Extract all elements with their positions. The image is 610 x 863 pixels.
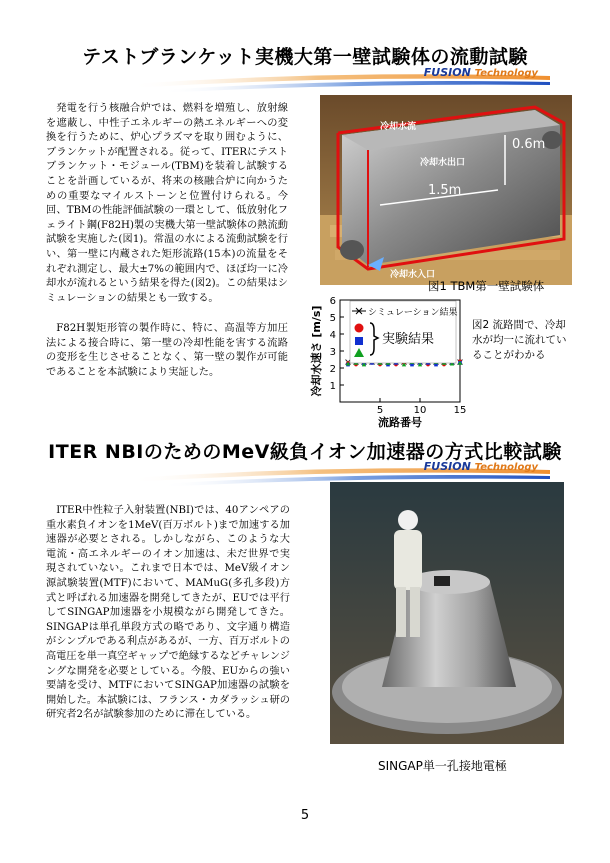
legend-circle-marker	[355, 324, 364, 333]
coolant-outlet-label: 冷却水出口	[420, 158, 466, 168]
flow-velocity-chart	[310, 294, 470, 434]
singap-photo-caption: SINGAP単一孔接地電極	[378, 759, 507, 773]
y-tick-label: 6	[329, 296, 336, 307]
tbm-first-wall-photo	[320, 95, 572, 285]
section1-paragraph-1: 発電を行う核融合炉では、燃料を増殖し、放射線を遮蔽し、中性子エネルギーの熱エネルギーへの変換を行うために、炉心プラズマを取り囲むように、ブランケットが配置される。従って、ITERにテストブランケット・モジュール(TBM)を装着し試験することを計画しているが、将来の核融合炉に向かうための重要なマイルストーンと位置付けられる。今回、TBMの性能評価試験の一環として、低放射化フェライト鋼(F82H)製の実機大第一壁試験体の熱流動試験を実施した(図1)。常温の水による流動試験を行い、第一壁に内蔵された矩形流路(15本)の流量をそれぞれ測定し、最大±7%の範囲内で、ほぼ均一に冷却水が流れるという結果を得た(図2)。この結果はシミュレーションの結果とも一致する。	[46, 103, 288, 304]
legend-simulation-label: シミュレーション結果	[368, 308, 458, 318]
fusion-technology-banner	[130, 66, 550, 96]
coolant-flow-label: 冷却水流	[380, 122, 417, 132]
y-tick-label: 3	[329, 347, 336, 358]
x-tick-label: 15	[453, 405, 467, 416]
singap-photo-illustration	[330, 482, 564, 744]
y-tick-label: 2	[329, 364, 336, 375]
figure1-caption: 図1 TBM第一壁試験体	[428, 279, 545, 293]
y-tick-label: 5	[329, 313, 336, 324]
section1-title: テストブランケット実機大第一壁試験体の流動試験	[82, 46, 528, 68]
dimension-height-label: 0.6m	[512, 137, 546, 152]
page-number: 5	[300, 808, 310, 823]
dimension-width-label: 1.5m	[428, 183, 462, 198]
section2-paragraph-1: ITER中性粒子入射装置(NBI)では、40アンペアの重水素負イオンを1MeV(百万ボルト)まで加速する加速器が必要とされる。しかしながら、このような大電流・高エネルギーのイオン加速は、未だ世界で実現されていない。これまで日本では、MeV級イオン源試験装置(MTF)において、MAMuG(多孔多段)方式と呼ばれる加速器を開発してきたが、EUでは平行してSINGAP加速器を小規模ながら開発してきた。SINGAPは単孔単段方式の略であり、文字通り構造がシンプルである利点があるが、一方、百万ボルトの高電圧を単一真空ギャップで絶縁するなどチャレンジングな開発を必要としている。今般、EUからの強い要請を受け、MTFにおいてSINGAP加速器の試験を開始した。本試験には、フランス・カダラッシュ研の研究者2名が試験参加のために滞在している。	[46, 505, 290, 721]
dimension-arrows	[320, 95, 572, 285]
x-tick-label: 10	[413, 405, 427, 416]
x-axis-label: 流路番号	[378, 416, 422, 429]
section2-title: ITER NBIのためのMeV級負イオン加速器の方式比較試験	[48, 441, 562, 463]
section1-paragraph-2: F82H製矩形管の製作時に、特に、高温等方加圧法による接合時に、第一壁の冷却性能を害する流路の変形を生じさせることなく、第一壁の製作が可能であることを本試験により実証した。	[46, 323, 288, 378]
figure2-caption: 図2 流路間で、冷却水が均一に流れていることがわかる	[472, 319, 567, 361]
coolant-inlet-label: 冷却水入口	[390, 270, 436, 280]
legend-square-marker	[355, 337, 363, 345]
y-tick-label: 4	[329, 330, 336, 341]
legend-experiment-label: 実験結果	[382, 332, 435, 347]
x-tick-label: 5	[376, 405, 384, 416]
brand-text: FUSION Technology	[423, 66, 538, 79]
singap-electrode-photo	[330, 482, 564, 744]
brand-text-2: FUSION Technology	[423, 460, 538, 473]
y-axis-label: 冷却水速さ [m/s]	[310, 305, 323, 397]
y-tick-label: 1	[329, 381, 336, 392]
